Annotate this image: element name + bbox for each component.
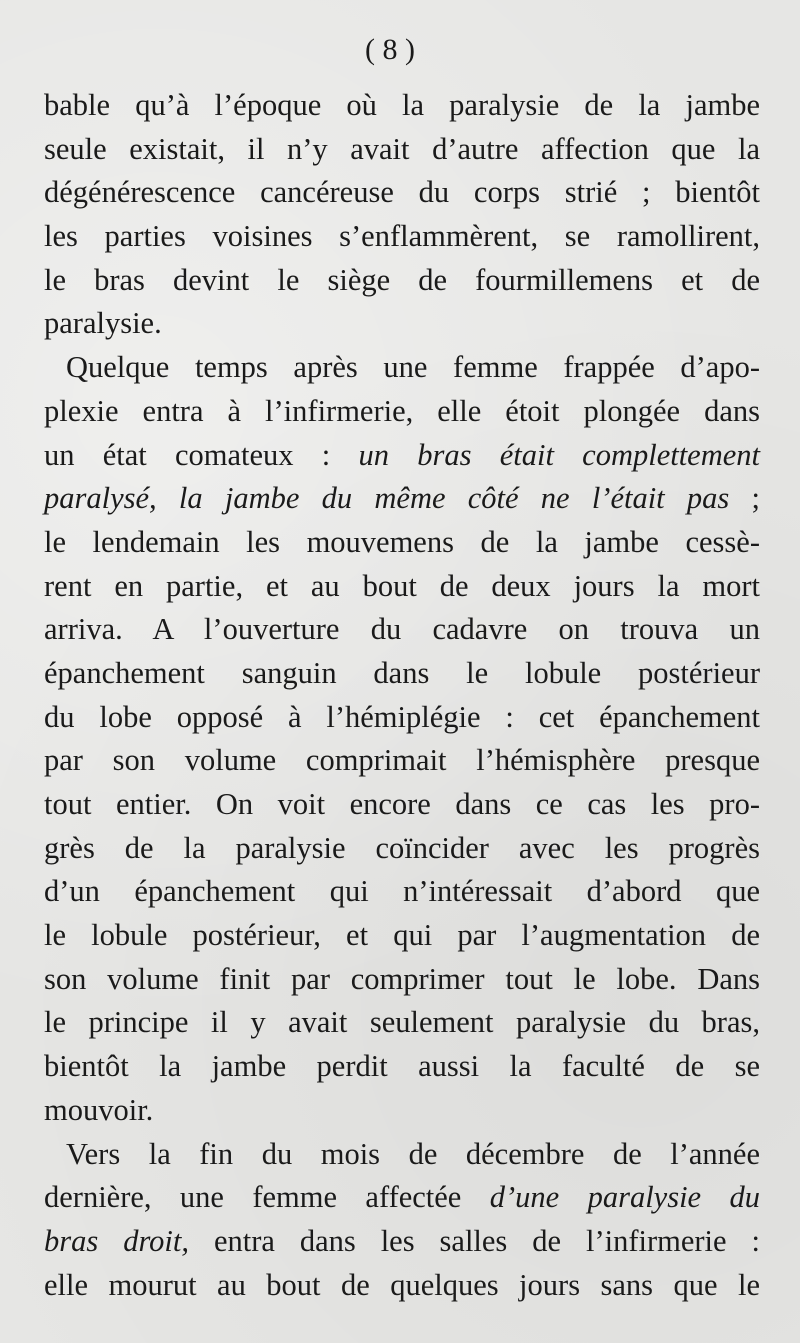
paragraph-start-line: Quelque temps après une femme frappée d’apo-: [66, 350, 760, 385]
text-segment: dernière, une femme affectée: [44, 1180, 490, 1215]
text-line: elle mourut au bout de quelques jours sans que le: [44, 1267, 760, 1302]
text-line: du lobe opposé à l’hémiplégie : cet épanchement: [44, 699, 760, 734]
text-line: [44, 477, 760, 521]
text-line: [44, 434, 760, 478]
text-line: mouvoir.: [44, 1092, 154, 1127]
text-line: les parties voisines s’enflammèrent, se ramollirent,: [44, 219, 760, 254]
text-line: le principe il y avait seulement paralysie du bras,: [44, 1005, 760, 1040]
italic-text-segment: d’une paralysie du: [489, 1180, 760, 1215]
text-segment: entra dans les salles de l’infirmerie :: [189, 1223, 760, 1258]
text-line: bientôt la jambe perdit aussi la faculté de se: [44, 1049, 760, 1084]
text-line: son volume finit par comprimer tout le lobe. Dans: [44, 961, 760, 996]
page-number: ( 8 ): [365, 33, 415, 66]
text-line: dégénérescence cancéreuse du corps strié ; bientôt: [44, 175, 760, 210]
text-line: arriva. A l’ouverture du cadavre on trouva un: [44, 612, 760, 647]
italic-text-segment: bras droit,: [44, 1223, 189, 1258]
text-segment: ;: [729, 481, 760, 516]
paragraph-start-line: Vers la fin du mois de décembre de l’année: [66, 1136, 760, 1171]
text-line: plexie entra à l’infirmerie, elle étoit plongée dans: [44, 393, 760, 428]
text-line: le lobule postérieur, et qui par l’augmentation de: [44, 918, 760, 953]
text-line: grès de la paralysie coïncider avec les progrès: [44, 830, 760, 865]
text-line: [44, 1176, 760, 1220]
text-line: par son volume comprimait l’hémisphère presque: [44, 743, 760, 778]
text-line: seule existait, il n’y avait d’autre affection que la: [44, 131, 760, 166]
text-line: le bras devint le siège de fourmillemens et de: [44, 262, 760, 297]
text-line: épanchement sanguin dans le lobule postérieur: [44, 655, 760, 690]
text-segment: un état comateux :: [44, 437, 359, 472]
text-line: rent en partie, et au bout de deux jours la mort: [44, 568, 760, 603]
text-line: d’un épanchement qui n’intéressait d’abord que: [44, 874, 760, 909]
text-line: le lendemain les mouvemens de la jambe cessè-: [44, 524, 760, 559]
text-line: paralysie.: [44, 306, 162, 341]
text-line: [44, 1220, 760, 1264]
italic-text-segment: un bras était complettement: [358, 437, 760, 472]
text-line: bable qu’à l’époque où la paralysie de la jambe: [44, 88, 760, 122]
italic-text-segment: paralysé, la jambe du même côté ne l’était pas: [44, 481, 730, 516]
body-text: [44, 84, 760, 1307]
text-line: tout entier. On voit encore dans ce cas les pro-: [44, 787, 760, 821]
